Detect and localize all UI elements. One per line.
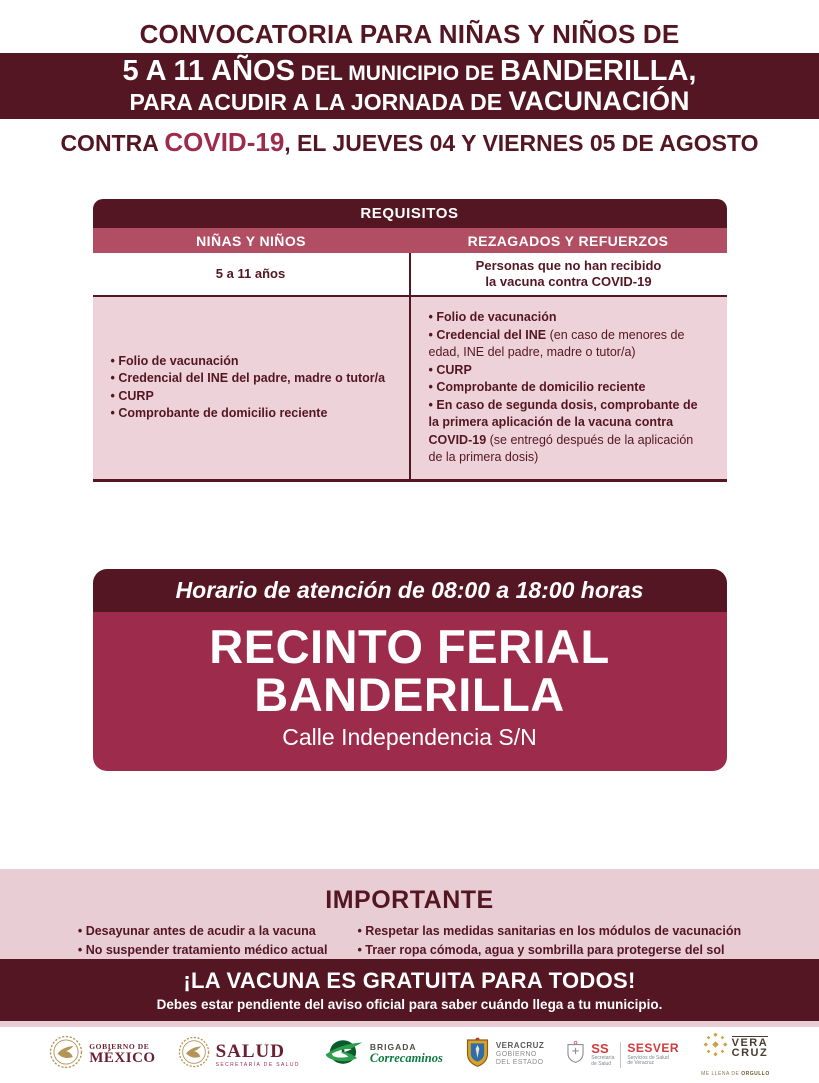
gold-ornament-icon — [703, 1032, 728, 1062]
requirement-text: Comprobante de domicilio reciente — [436, 380, 646, 394]
important-title: IMPORTANTE — [325, 885, 494, 914]
logo-veracruz-gobierno — [465, 1036, 544, 1074]
logo-veracruz-orgullo — [701, 1032, 770, 1077]
health-shield-icon — [566, 1040, 585, 1070]
requirement-text: Comprobante de domicilio reciente — [118, 406, 328, 421]
sesver-label: SESVER — [627, 1041, 680, 1056]
header-band-line2 — [129, 87, 689, 116]
list-item: • Traer ropa cómoda, agua y sombrilla para protegerse del sol — [357, 941, 741, 960]
requirement-text: Credencial del INE — [436, 327, 547, 342]
tagline-normal: ME LLENA DE — [701, 1071, 742, 1077]
orgullo-tagline — [701, 1071, 770, 1077]
column-header-ninas-ninos: NIÑAS Y NIÑOS — [196, 232, 306, 249]
requirements-table — [93, 199, 727, 482]
requirements-subheaders — [93, 253, 727, 297]
spacer — [0, 482, 819, 569]
list-item — [429, 362, 709, 380]
salud-label: SALUD — [215, 1040, 285, 1062]
covid19-text: COVID-19 — [164, 127, 285, 157]
logo-brigada-correcaminos — [322, 1037, 443, 1072]
requirements-right-cell — [411, 297, 727, 479]
header-subline — [0, 119, 819, 199]
correcaminos-label: Correcaminos — [369, 1051, 443, 1066]
vera-label: VERA — [731, 1036, 769, 1049]
header-line1-row — [0, 0, 819, 53]
band-jornada-text: PARA ACUDIR A LA JORNADA DE — [129, 89, 509, 116]
list-item — [111, 370, 386, 388]
sesver-sub2: de Veracruz — [627, 1060, 655, 1067]
veracruz-label: VERACRUZ — [495, 1041, 545, 1051]
requirements-left-list — [111, 353, 386, 423]
tagline-bold: ORGULLO — [741, 1071, 770, 1077]
list-item — [429, 379, 709, 397]
column-header-rezagados: REZAGADOS Y REFUERZOS — [467, 232, 669, 249]
list-item: • Respetar las medidas sanitarias en los módulos de vacunación — [357, 922, 741, 941]
gobierno-de-label: GOBIERNO DE — [89, 1042, 150, 1052]
band-municipio-text: DEL MUNICIPIO DE — [294, 61, 500, 85]
spacer — [0, 771, 819, 869]
list-item — [429, 309, 709, 327]
requirements-title: REQUISITOS — [93, 199, 727, 228]
ss-sub1: Secretaría — [591, 1055, 615, 1062]
dates-text: , EL JUEVES 04 Y VIERNES 05 DE AGOSTO — [284, 130, 759, 156]
requirement-text: Credencial del INE del padre, madre o tutor/a — [118, 371, 386, 386]
requirement-text: CURP — [436, 362, 472, 377]
important-right-list — [357, 922, 741, 961]
venue-name-line1: RECINTO FERIAL — [209, 619, 610, 673]
requirement-text: Folio de vacunación — [436, 310, 557, 324]
list-item — [111, 388, 386, 406]
header-band-line1 — [123, 56, 697, 87]
requirements-column-headers — [93, 228, 727, 253]
list-item: • Desayunar antes de acudir a la vacuna — [78, 922, 328, 941]
footer-logos — [0, 1027, 819, 1083]
important-left-list — [78, 922, 328, 961]
mexico-label: MÉXICO — [89, 1049, 156, 1066]
band-vacunacion-text: VACUNACIÓN — [508, 86, 690, 117]
important-section — [0, 869, 819, 1027]
important-bullets — [0, 922, 819, 961]
secretaria-salud-label: SECRETARÍA DE SALUD — [215, 1061, 300, 1068]
roadrunner-globe-icon — [322, 1037, 364, 1072]
requirements-right-list — [429, 309, 709, 467]
list-item — [111, 405, 386, 423]
gobierno-label: GOBIERNO — [495, 1051, 537, 1059]
free-vaccine-banner — [0, 959, 819, 1021]
veracruz-crest-icon — [465, 1036, 490, 1074]
free-vaccine-subtitle: Debes estar pendiente del aviso oficial para saber cuándo llega a tu municipio. — [156, 996, 663, 1012]
venue-name-line2: BANDERILLA — [254, 668, 565, 721]
subheader-5a11-text: 5 a 11 años — [215, 265, 286, 281]
logo-gobierno-mexico — [49, 1035, 155, 1074]
requirement-text: CURP — [118, 388, 154, 403]
contra-text: CONTRA — [60, 130, 165, 156]
header-band — [0, 53, 819, 119]
free-vaccine-title: ¡LA VACUNA ES GRATUITA PARA TODOS! — [183, 967, 636, 993]
eagle-seal-icon — [49, 1035, 83, 1074]
ss-label: SS — [591, 1040, 609, 1056]
band-banderilla-text: BANDERILLA, — [499, 54, 697, 87]
requirement-note: (en caso de menores de edad, INE del padre, madre o tutor/a) — [428, 327, 685, 359]
requirement-text: Folio de vacunación — [118, 353, 239, 368]
band-age-text: 5 A 11 AÑOS — [122, 54, 295, 87]
venue-body — [93, 612, 727, 771]
ss-sub2: de Salud — [591, 1060, 612, 1067]
requirements-body — [93, 297, 727, 482]
requirements-left-cell — [93, 297, 411, 479]
venue-address: Calle Independencia S/N — [282, 724, 537, 751]
requirement-text: En caso de segunda dosis, comprobante de la primera aplicación de la vacuna contra COVID-19 — [428, 397, 698, 447]
venue-hours: Horario de atención de 08:00 a 18:00 horas — [93, 569, 727, 612]
list-item — [429, 397, 709, 467]
divider — [620, 1042, 621, 1068]
header-line1: CONVOCATORIA PARA NIÑAS Y NIÑOS DE — [139, 19, 680, 49]
subheader-5a11 — [93, 253, 411, 295]
logo-salud — [178, 1036, 300, 1073]
list-item — [111, 353, 386, 371]
subheader-personas-line1: Personas que no han recibido — [475, 257, 662, 273]
sesver-sub1: Servicios de Salud — [627, 1054, 669, 1061]
subheader-personas-line2: la vacuna contra COVID-19 — [485, 274, 652, 289]
list-item — [429, 327, 709, 362]
list-item: • No suspender tratamiento médico actual — [78, 941, 328, 960]
brigada-label: BRIGADA — [369, 1042, 417, 1053]
cruz-label: CRUZ — [731, 1047, 769, 1059]
logo-ss-sesver — [566, 1040, 679, 1070]
venue-banner — [93, 569, 727, 771]
subheader-personas — [411, 253, 727, 295]
requirement-note: (se entregó después de la aplicación de la primera dosis) — [428, 432, 694, 464]
del-estado-label: DEL ESTADO — [495, 1058, 544, 1066]
eagle-seal-icon — [178, 1036, 210, 1073]
